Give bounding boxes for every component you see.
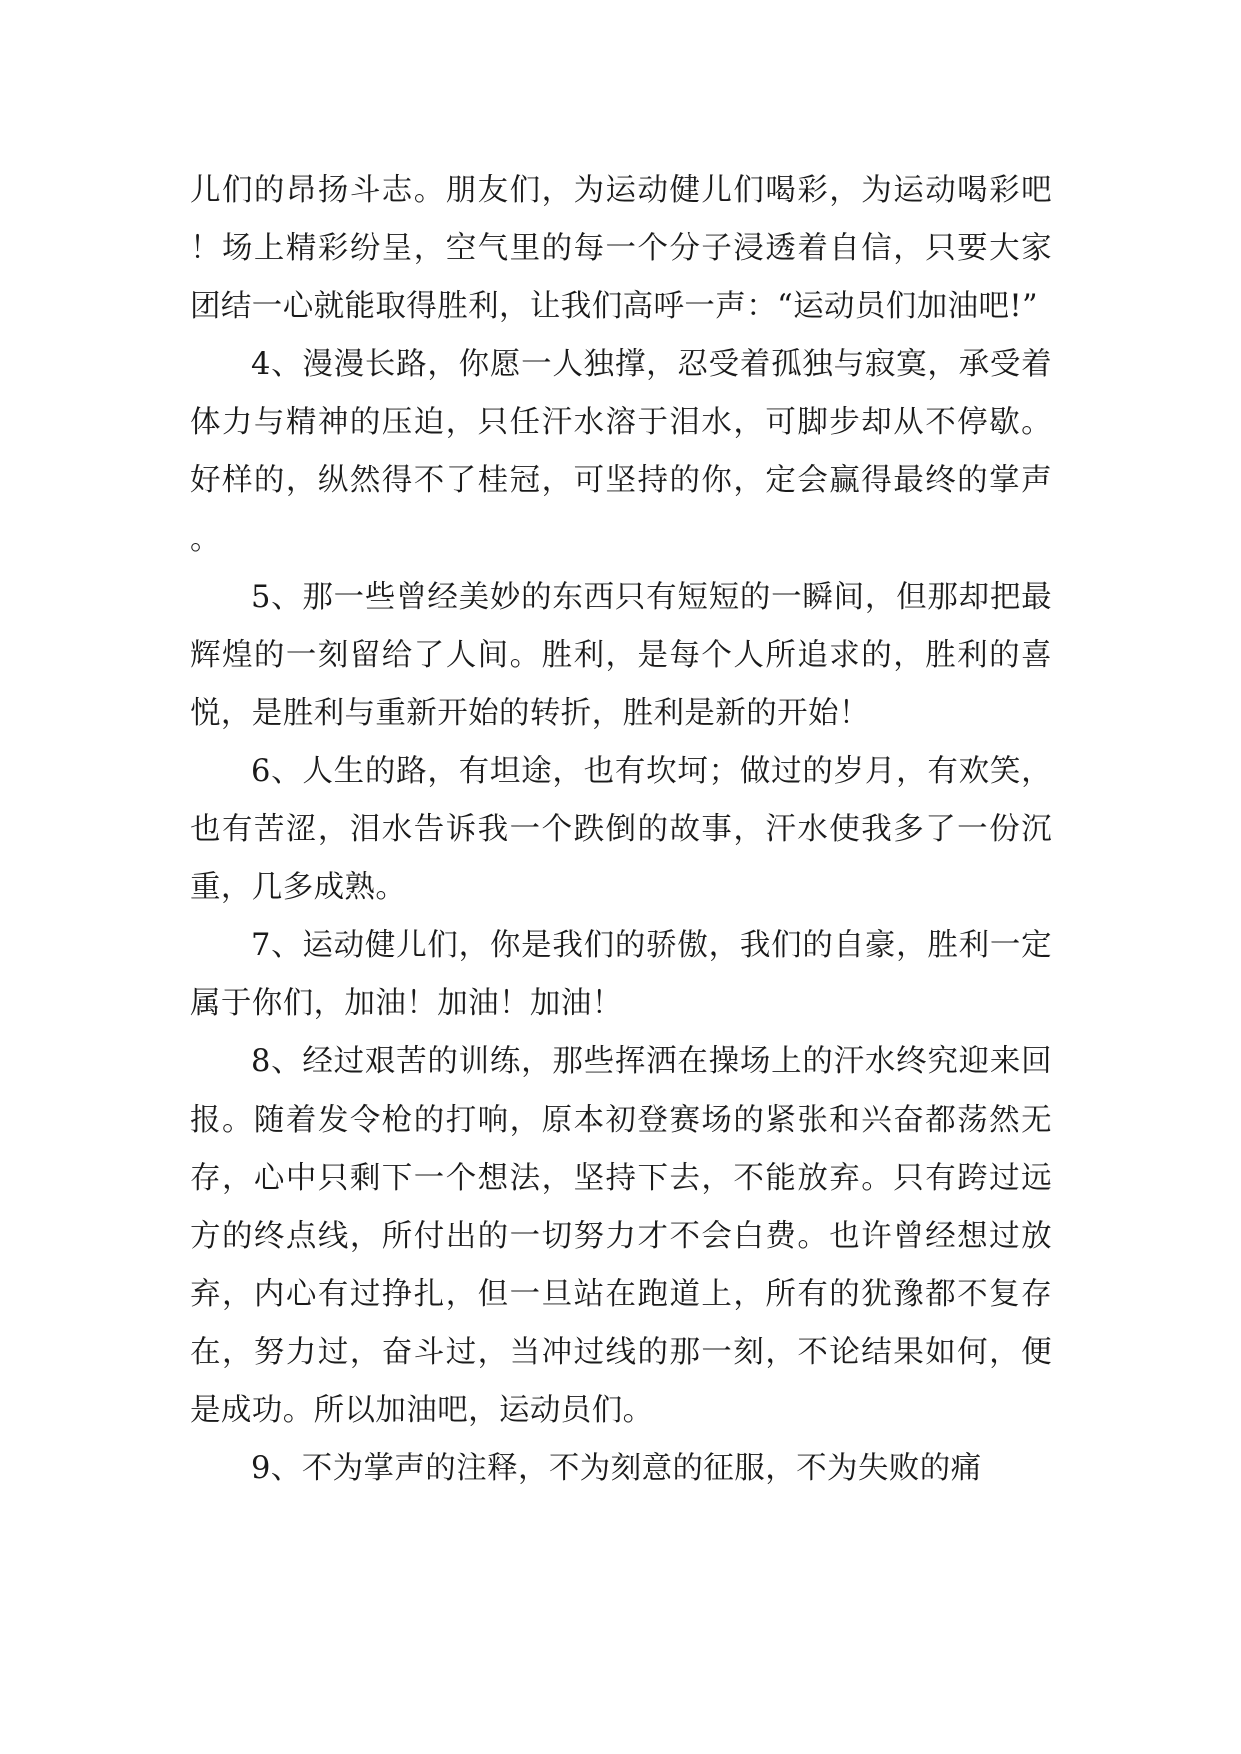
paragraph-item-9: 9、不为掌声的注释，不为刻意的征服，不为失败的痛 [251,1451,982,1487]
document-body [190,162,1052,1498]
paragraph-item-5: 5、那一些曾经美妙的东西只有短短的一瞬间，但那却把最辉煌的一刻留给了人间。胜利，是每个人所追求的，胜利的喜悦，是胜利与重新开始的转折，胜利是新的开始！ [190,579,1052,731]
paragraph-item-7: 7、运动健儿们，你是我们的骄傲，我们的自豪，胜利一定属于你们，加油！加油！加油！ [190,928,1052,1022]
paragraph-item-4: 4、漫漫长路，你愿一人独撑，忍受着孤独与寂寞，承受着体力与精神的压迫，只任汗水溶于泪水，可脚步却从不停歇。好样的，纵然得不了桂冠，可坚持的你，定会赢得最终的掌声。 [190,347,1052,557]
paragraph-continuation: 儿们的昂扬斗志。朋友们，为运动健儿们喝彩，为运动喝彩吧！场上精彩纷呈，空气里的每一个分子浸透着自信，只要大家团结一心就能取得胜利，让我们高呼一声：“运动员们加油吧!” [190,173,1052,325]
paragraph-item-6: 6、人生的路，有坦途，也有坎坷；做过的岁月，有欢笑，也有苦涩，泪水告诉我一个跌倒的故事，汗水使我多了一份沉重，几多成熟。 [190,753,1052,906]
paragraph-item-8: 8、经过艰苦的训练，那些挥洒在操场上的汗水终究迎来回报。随着发令枪的打响，原本初登赛场的紧张和兴奋都荡然无存，心中只剩下一个想法，坚持下去，不能放弃。只有跨过远方的终点线，所付出的一切努力才不会白费。也许曾经想过放弃，内心有过挣扎，但一旦站在跑道上，所有的犹豫都不复存在，努力过，奋斗过，当冲过线的那一刻，不论结果如何，便是成功。所以加油吧，运动员们。 [190,1044,1052,1428]
